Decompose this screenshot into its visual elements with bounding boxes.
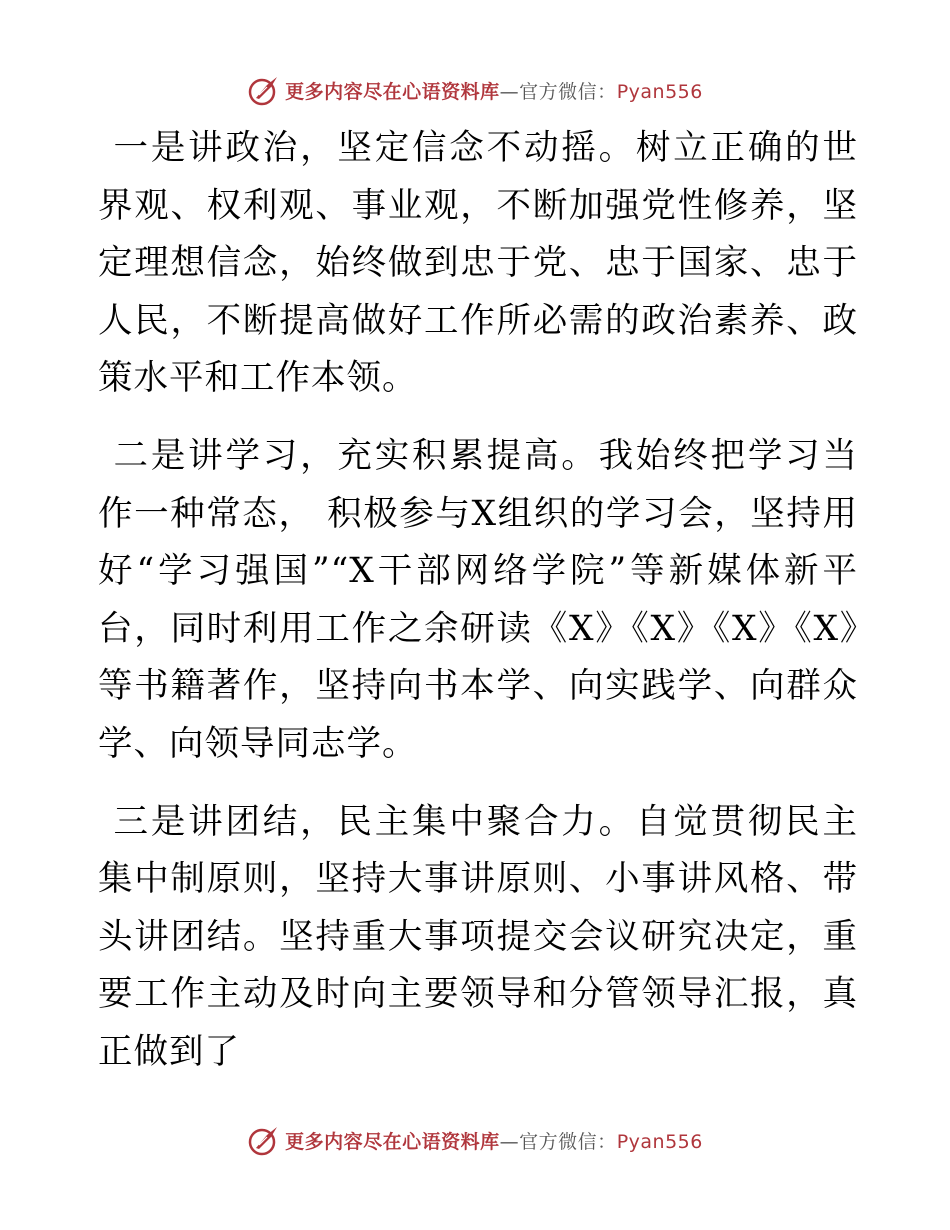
- header-watermark: [0, 70, 950, 110]
- watermark-wechat: Pyan556: [616, 80, 703, 103]
- quill-logo-icon: [247, 73, 281, 107]
- watermark-separator: —官方微信：: [499, 80, 617, 103]
- paragraph-study: 二是讲学习，充实积累提高。我始终把学习当作一种常态， 积极参与X组织的学习会，坚持用好“学习强国”“X干部网络学院”等新媒体新平台，同时利用工作之余研读《X》《X》《X》《X》等书籍著作，坚持向书本学、向实践学、向群众学、向领导同志学。: [98, 435, 858, 764]
- document-body: [98, 120, 858, 1102]
- watermark-separator: —官方微信：: [499, 1130, 617, 1153]
- paragraph-politics: 一是讲政治，坚定信念不动摇。树立正确的世界观、权利观、事业观，不断加强党性修养，坚定理想信念，始终做到忠于党、忠于国家、忠于人民，不断提高做好工作所必需的政治素养、政策水平和工作本领。: [98, 128, 858, 399]
- footer-watermark: [0, 1120, 950, 1160]
- quill-logo-icon: [247, 1123, 281, 1157]
- watermark-text: [285, 77, 703, 104]
- watermark-text: [285, 1127, 703, 1154]
- watermark-wechat: Pyan556: [616, 1130, 703, 1153]
- watermark-main: 更多内容尽在心语资料库: [285, 1130, 500, 1153]
- paragraph-unity: 三是讲团结，民主集中聚合力。自觉贯彻民主集中制原则，坚持大事讲原则、小事讲风格、带头讲团结。坚持重大事项提交会议研究决定，重要工作主动及时向主要领导和分管领导汇报，真正做到了: [98, 801, 858, 1072]
- watermark-main: 更多内容尽在心语资料库: [285, 80, 500, 103]
